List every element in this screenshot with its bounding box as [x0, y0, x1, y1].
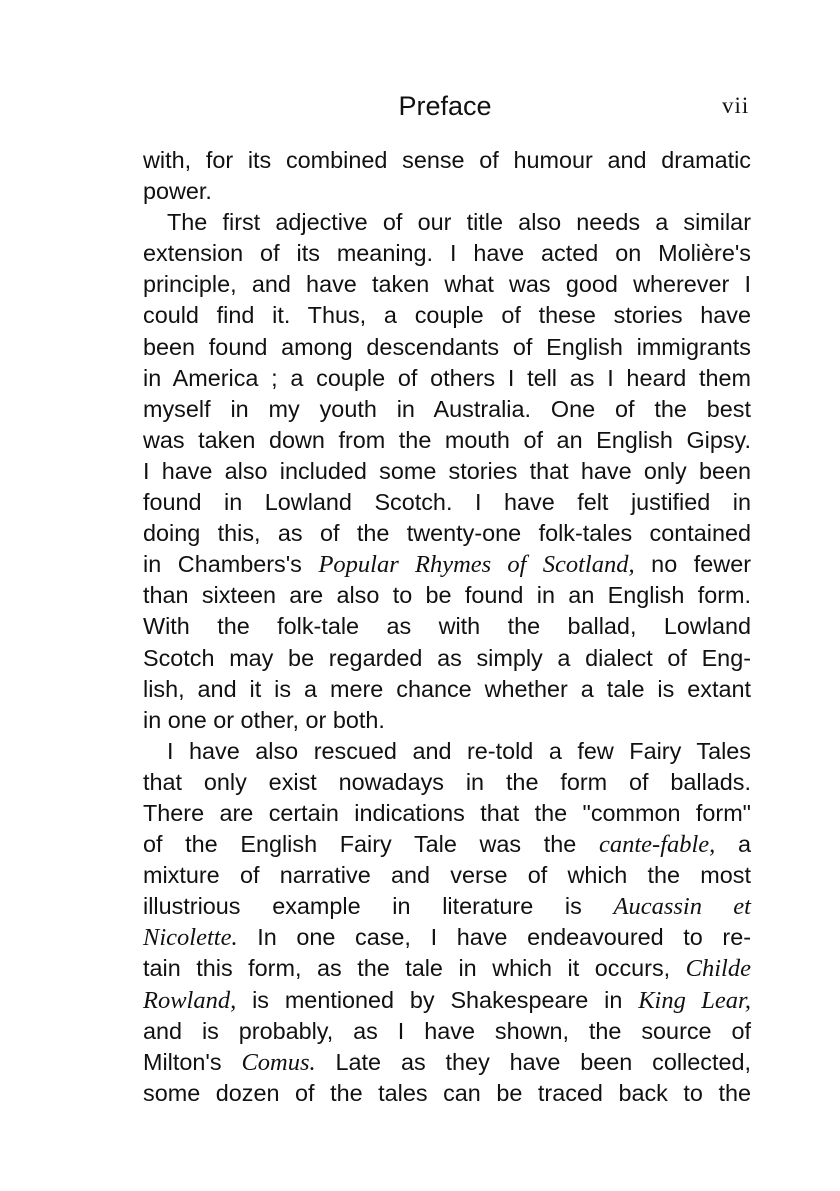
text-line: I have also rescued and re-told a few Fairy Tales	[167, 737, 751, 764]
text-line: lish, and it is a mere chance whether a tale is extant	[143, 675, 751, 702]
text-line: of the English Fairy Tale was the cante-fable, a	[143, 831, 751, 859]
book-title-italic: Childe	[685, 955, 751, 983]
book-title-italic: King Lear,	[638, 986, 751, 1014]
text-line: with, for its combined sense of humour and dramatic	[143, 147, 751, 173]
text-line: Scotch may be regarded as simply a dialect of Eng-	[143, 644, 751, 671]
page-number: vii	[722, 93, 750, 118]
running-title: Preface	[398, 91, 492, 121]
text-line: in one or other, or both.	[143, 706, 385, 733]
text-line: The first adjective of our title also needs a similar	[167, 209, 751, 236]
text-line: Rowland, is mentioned by Shakespeare in King Lear,	[143, 986, 751, 1014]
text-line: mixture of narrative and verse of which the most	[143, 862, 751, 889]
text-line: in Chambers's Popular Rhymes of Scotland, no fewer	[143, 551, 751, 579]
text-line: I have also included some stories that have only been	[143, 457, 751, 484]
text-line: Milton's Comus. Late as they have been collected,	[143, 1048, 751, 1076]
text-line: principle, and have taken what was good wherever I	[143, 271, 751, 298]
preface-body-text	[143, 145, 751, 1109]
text-line: in America ; a couple of others I tell as I heard them	[143, 364, 751, 391]
text-line: illustrious example in literature is Aucassin et	[143, 893, 751, 921]
text-line: was taken down from the mouth of an English Gipsy.	[143, 426, 751, 453]
running-head	[0, 86, 840, 126]
book-title-italic: Nicolette.	[143, 924, 238, 952]
text-line: myself in my youth in Australia. One of the best	[143, 395, 751, 422]
text-line: With the folk-tale as with the ballad, Lowland	[143, 613, 751, 640]
book-title-italic: Rowland,	[143, 986, 237, 1014]
text-line: Nicolette. In one case, I have endeavoured to re-	[143, 924, 751, 952]
text-line: found in Lowland Scotch. I have felt justified in	[143, 489, 751, 516]
term-italic: cante-fable,	[598, 831, 716, 859]
text-line: been found among descendants of English immigrants	[143, 333, 751, 360]
text-line: doing this, as of the twenty-one folk-tales contained	[143, 520, 751, 547]
text-line: could find it. Thus, a couple of these stories have	[143, 302, 751, 329]
book-title-italic: Comus.	[241, 1048, 316, 1076]
book-title-italic: Popular Rhymes of Scotland,	[318, 551, 635, 579]
text-line: There are certain indications that the "common form"	[143, 799, 751, 826]
text-line: power.	[143, 178, 212, 205]
text-line: that only exist nowadays in the form of ballads.	[143, 768, 751, 795]
text-line: tain this form, as the tale in which it occurs, Childe	[143, 955, 751, 983]
text-line: than sixteen are also to be found in an English form.	[143, 582, 751, 609]
text-line: extension of its meaning. I have acted on Molière's	[143, 240, 751, 267]
text-line: and is probably, as I have shown, the source of	[143, 1017, 751, 1044]
text-line: some dozen of the tales can be traced back to the	[143, 1079, 751, 1106]
book-title-italic: Aucassin et	[613, 893, 751, 921]
